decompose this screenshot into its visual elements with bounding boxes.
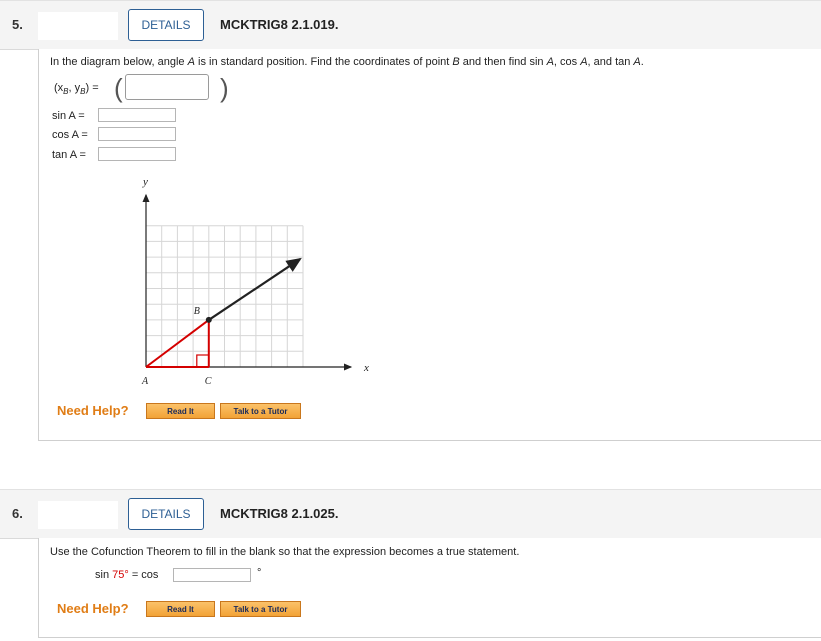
coord-sub: B xyxy=(63,87,69,97)
prompt-text: , cos xyxy=(553,56,581,68)
terminal-ray xyxy=(209,259,300,320)
read-it-button[interactable]: Read It xyxy=(146,601,215,617)
details-button[interactable]: DETAILS xyxy=(128,498,204,530)
angle-diagram xyxy=(129,171,369,391)
coord-x: (x xyxy=(54,82,64,94)
expr-sin: sin xyxy=(95,569,110,581)
point-b-dot xyxy=(206,317,212,323)
question-5-body xyxy=(38,49,821,441)
point-b-label: B xyxy=(193,305,200,317)
need-help-label: Need Help? xyxy=(57,601,129,616)
grid xyxy=(146,226,303,367)
right-paren: ) xyxy=(220,73,229,103)
tan-input[interactable] xyxy=(98,147,176,161)
question-code: MCKTRIG8 2.1.025. xyxy=(220,506,339,521)
question-prompt xyxy=(50,56,644,68)
prompt-var: A xyxy=(633,56,641,68)
prompt-text: and then find sin xyxy=(459,56,547,68)
sin-input[interactable] xyxy=(98,108,176,122)
coordinate-input[interactable] xyxy=(125,74,209,100)
question-code: MCKTRIG8 2.1.019. xyxy=(220,17,339,32)
prompt-text: is in standard position. Find the coordinates of point xyxy=(194,56,453,68)
expr-eq: = cos xyxy=(131,569,159,581)
read-it-button[interactable]: Read It xyxy=(146,403,215,419)
point-a-label: A xyxy=(142,376,149,387)
details-button[interactable]: DETAILS xyxy=(128,9,204,41)
prompt-var: B xyxy=(452,56,460,68)
coord-sub: B xyxy=(80,87,86,97)
right-angle-marker xyxy=(197,355,209,367)
prompt-var: A xyxy=(546,56,554,68)
prompt-text: , and tan xyxy=(587,56,634,68)
cofunction-input[interactable] xyxy=(173,568,251,582)
points-box xyxy=(38,501,118,529)
cos-input[interactable] xyxy=(98,127,176,141)
question-prompt: Use the Cofunction Theorem to fill in the blank so that the expression becomes a true statement. xyxy=(50,546,520,558)
prompt-var: A xyxy=(580,56,588,68)
coordinate-label xyxy=(54,82,99,96)
question-6-body xyxy=(38,538,821,638)
cos-label: cos A = xyxy=(52,129,88,141)
point-c-label: C xyxy=(204,376,212,387)
prompt-var: A xyxy=(187,56,195,68)
expr-angle: 75° xyxy=(112,569,129,581)
y-axis-label: y xyxy=(143,176,148,188)
talk-to-tutor-button[interactable]: Talk to a Tutor xyxy=(220,601,301,617)
question-5-header xyxy=(0,0,821,50)
left-paren: ( xyxy=(114,73,123,103)
need-help-label: Need Help? xyxy=(57,403,129,418)
sin-label: sin A = xyxy=(52,110,85,122)
talk-to-tutor-button[interactable]: Talk to a Tutor xyxy=(220,403,301,419)
tan-label: tan A = xyxy=(52,149,86,161)
cofunction-expression xyxy=(95,569,158,581)
prompt-text: In the diagram below, angle xyxy=(50,56,188,68)
question-number: 5. xyxy=(12,17,23,32)
coord-y: , y xyxy=(68,82,81,94)
x-axis-label: x xyxy=(364,362,369,374)
question-number: 6. xyxy=(12,506,23,521)
points-box xyxy=(38,12,118,40)
coord-close: ) = xyxy=(85,82,99,94)
prompt-text: . xyxy=(640,56,644,68)
question-6-header xyxy=(0,489,821,539)
degree-symbol: ° xyxy=(257,567,262,579)
